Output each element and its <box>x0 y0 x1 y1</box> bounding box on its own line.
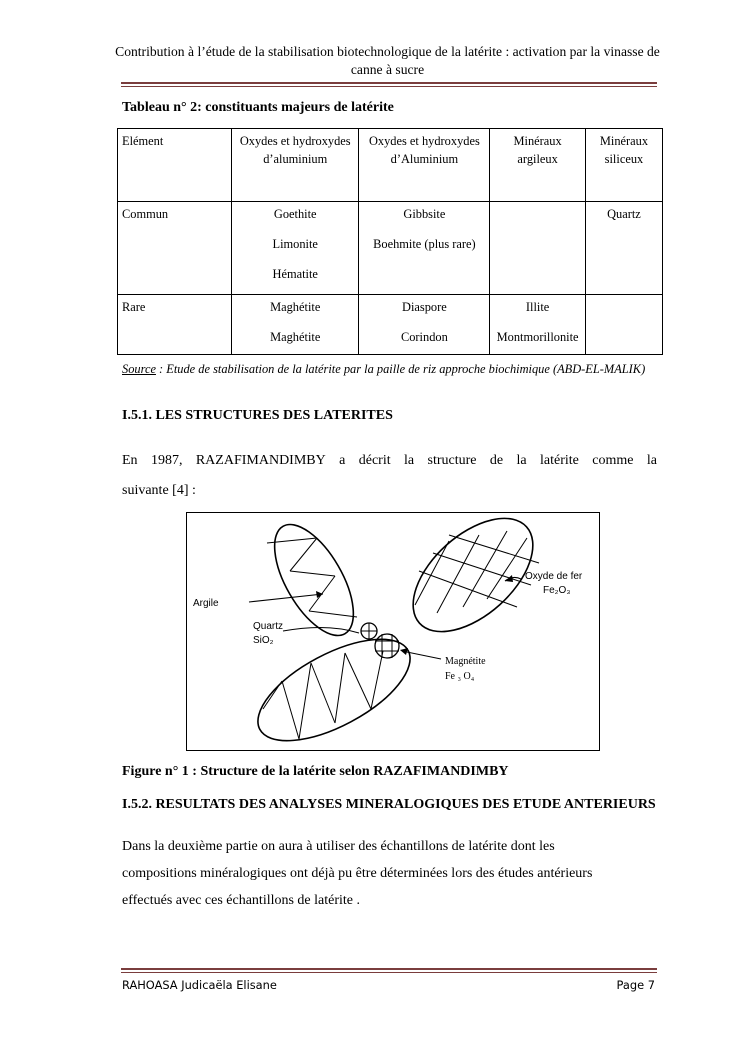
cell-commun-oxydes-1 <box>232 202 359 295</box>
cell-value: Limonite <box>272 237 318 251</box>
paragraph-word: a <box>339 453 346 468</box>
paragraph-word: la <box>516 453 527 468</box>
paragraph-word: la <box>646 453 657 468</box>
header-cell-mineraux-argileux: Minéraux argileux <box>490 129 586 202</box>
table-header-row <box>118 129 663 202</box>
figure-caption: Figure n° 1 : Structure de la latérite selon RAZAFIMANDIMBY <box>122 764 509 779</box>
cell-value: Boehmite (plus rare) <box>373 237 476 251</box>
paragraph-word: 1987, <box>150 453 183 468</box>
header-cell-oxydes-1: Oxydes et hydroxydes d’aluminium <box>232 129 359 202</box>
paragraph-word: latérite <box>540 453 579 468</box>
cell-commun-oxydes-2 <box>359 202 490 295</box>
label-argile: Argile <box>193 598 219 609</box>
section-heading-resultats: I.5.2. RESULTATS DES ANALYSES MINERALOGIQUES DES ETUDE ANTERIEURS <box>122 797 656 812</box>
running-header: Contribution à l’étude de la stabilisation biotechnologique de la latérite : activation par la vinasse de canne à sucre <box>115 44 660 77</box>
cell-value: Maghétite <box>270 330 321 344</box>
cell-commun-siliceux: Quartz <box>585 202 662 295</box>
label-quartz: Quartz <box>253 621 284 632</box>
paragraph-word: RAZAFIMANDIMBY <box>195 453 326 468</box>
table-row-rare <box>118 295 663 355</box>
cell-value: Maghétite <box>270 300 321 314</box>
iron-oxide-ellipse <box>393 513 554 653</box>
header-cell-oxydes-2: Oxydes et hydroxydes d’Aluminium <box>359 129 490 202</box>
paragraph-word: la <box>404 453 415 468</box>
cell-rare-oxydes-1 <box>232 295 359 355</box>
table-title: Tableau n° 2: constituants majeurs de latérite <box>122 100 394 115</box>
header-cell-mineraux-siliceux: Minéraux siliceux <box>585 129 662 202</box>
cell-value: Montmorillonite <box>496 330 579 344</box>
paragraph-word: de <box>489 453 504 468</box>
paragraph-line: compositions minéralogiques ont déjà pu être déterminées lors des études antérieurs <box>122 866 593 881</box>
row-label-rare: Rare <box>118 295 232 355</box>
label-arrows <box>249 575 521 659</box>
label-fe2o3: Fe₂O₃ <box>543 585 571 596</box>
label-magnetite: Magnétite <box>445 656 486 667</box>
paragraph-line-justified <box>122 446 657 476</box>
footer-rule-thick <box>121 968 657 970</box>
header-cell-element: Elément <box>118 129 232 202</box>
cell-value: Goethite <box>273 207 317 221</box>
paragraph-structure-intro <box>122 446 657 506</box>
paragraph-word: En <box>122 453 138 468</box>
paragraph-line: suivante [4] : <box>122 483 196 498</box>
header-rule-thick <box>121 82 657 84</box>
paragraph-word: comme <box>592 453 634 468</box>
paragraph-resultats <box>122 833 667 914</box>
footer-author: RAHOASA Judicaëla Elisane <box>122 978 277 992</box>
footer-rule-thin <box>121 972 657 973</box>
laterite-structure-figure <box>186 512 600 751</box>
cell-value: Illite <box>525 300 550 314</box>
cell-value: Hématite <box>272 267 318 281</box>
table-source-note <box>122 360 660 378</box>
paragraph-line: effectués avec ces échantillons de latérite . <box>122 893 361 908</box>
cell-rare-oxydes-2 <box>359 295 490 355</box>
structure-diagram <box>187 513 599 750</box>
cell-commun-argileux <box>490 202 586 295</box>
row-label-commun: Commun <box>118 202 232 295</box>
footer-page-number: Page 7 <box>616 978 655 992</box>
magnetite-grain <box>375 634 399 658</box>
label-fe3o4: Fe ₃ O₄ <box>445 671 475 682</box>
source-text: : Etude de stabilisation de la latérite par la paille de riz approche biochimique (ABD-EL-MALIK) <box>155 362 646 376</box>
quartz-grain <box>361 623 377 639</box>
paragraph-line: Dans la deuxième partie on aura à utiliser des échantillons de latérite dont les <box>122 839 555 854</box>
cell-value: Gibbsite <box>403 207 446 221</box>
cell-value: Diaspore <box>402 300 447 314</box>
cell-rare-argileux <box>490 295 586 355</box>
cell-value: Corindon <box>400 330 448 344</box>
label-oxyde-de-fer: Oxyde de fer <box>525 571 583 582</box>
header-rule-thin <box>121 86 657 87</box>
label-sio2: SiO₂ <box>253 635 274 646</box>
constituents-table <box>117 128 663 355</box>
paragraph-word: décrit <box>358 453 391 468</box>
paragraph-word: structure <box>427 453 477 468</box>
cell-rare-siliceux <box>585 295 662 355</box>
section-heading-structures: I.5.1. LES STRUCTURES DES LATERITES <box>122 408 393 423</box>
source-label: Source <box>122 362 156 376</box>
table-row-commun <box>118 202 663 295</box>
